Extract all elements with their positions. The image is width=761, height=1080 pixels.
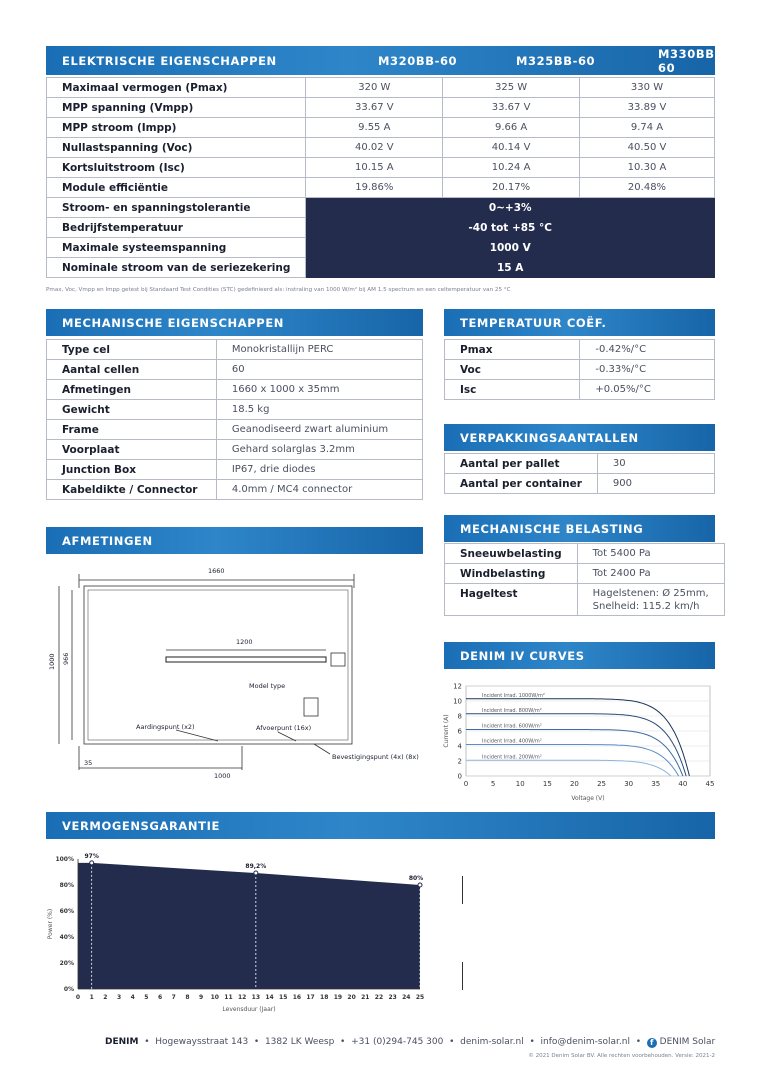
spec-value: 33.67 V [306, 98, 443, 118]
warranty-x-tick: 16 [292, 994, 302, 1001]
warranty-header [46, 812, 715, 839]
grounding-label: Aardingspunt (x2) [136, 723, 195, 731]
temperature-value: -0.42%/°C [580, 340, 715, 360]
mechanical-label: Kabeldikte / Connector [47, 480, 217, 500]
mechanical-value: 1660 x 1000 x 35mm [216, 380, 422, 400]
warranty-area [78, 863, 420, 989]
table-row [445, 584, 725, 616]
iv-x-tick: 35 [651, 780, 661, 788]
table-row [47, 360, 423, 380]
warranty-x-tick: 17 [306, 994, 315, 1001]
iv-x-tick: 5 [490, 780, 496, 788]
warranty-x-tick: 1 [89, 994, 94, 1001]
spec-label: Nullastspanning (Voc) [47, 138, 306, 158]
table-row [47, 380, 423, 400]
rail [166, 657, 326, 662]
mechanical-label: Voorplaat [47, 440, 217, 460]
dimensions-header [46, 527, 423, 554]
mechanical-value: 4.0mm / MC4 connector [216, 480, 422, 500]
electrical-header [46, 46, 720, 75]
grounding-leader [176, 730, 218, 741]
spec-value: 40.50 V [580, 138, 715, 158]
spec-value: 10.30 A [580, 158, 715, 178]
stc-note: Pmax, Voc, Vmpp en Impp getest bij Standaard Test Condities (STC) gedefinieerd als: instraling van 1000 W/m² bij AM 1.5 spectrum en een celtemperatuur van 25 °C [46, 287, 511, 293]
table-row [47, 158, 715, 178]
load-label: Sneeuwbelasting [445, 544, 578, 564]
spec-shared-value: 0~+3% [306, 198, 715, 218]
model-type-label: Model type [249, 682, 286, 690]
footer-phone[interactable]: +31 (0)294-745 300 [351, 1037, 444, 1047]
table-row [47, 118, 715, 138]
warranty-x-tick: 3 [116, 994, 122, 1001]
iv-y-tick: 2 [457, 757, 462, 766]
spec-value: 40.14 V [443, 138, 580, 158]
facebook-icon[interactable]: f [647, 1038, 657, 1048]
drain-label: Afvoerpunt (16x) [256, 724, 312, 732]
footer-email[interactable]: info@denim-solar.nl [540, 1037, 630, 1047]
divider-line [462, 876, 463, 904]
spec-value: 9.74 A [580, 118, 715, 138]
spec-shared-value: 15 A [306, 258, 715, 278]
warranty-ylabel: Power (%) [47, 908, 54, 940]
mechanical-value: 18.5 kg [216, 400, 422, 420]
warranty-annotation: 97% [84, 852, 99, 860]
warranty-x-tick: 24 [402, 994, 411, 1001]
table-row [47, 340, 423, 360]
temperature-label: Pmax [445, 340, 580, 360]
iv-legend-label: Incident Irrad. 1000W/m² [482, 692, 545, 699]
iv-y-tick: 6 [457, 727, 462, 736]
mechanical-header [46, 309, 423, 336]
spec-value: 19.86% [306, 178, 443, 198]
spec-label: Nominale stroom van de seriezekering [47, 258, 306, 278]
iv-y-tick: 4 [457, 742, 462, 751]
panel-frame [84, 586, 352, 744]
model-label-box [304, 698, 318, 716]
table-row [445, 380, 715, 400]
warranty-x-tick: 6 [157, 994, 163, 1001]
iv-header [444, 642, 715, 669]
warranty-x-tick: 5 [144, 994, 149, 1001]
packaging-value: 30 [597, 454, 714, 474]
warranty-x-tick: 25 [415, 994, 425, 1001]
table-row [445, 544, 725, 564]
warranty-y-tick: 20% [59, 960, 74, 967]
load-label: Windbelasting [445, 564, 578, 584]
spec-value: 330 W [580, 78, 715, 98]
table-row [47, 138, 715, 158]
warranty-y-tick: 100% [55, 856, 74, 863]
table-row [47, 198, 715, 218]
table-row [445, 474, 715, 494]
warranty-x-tick: 13 [251, 994, 261, 1001]
mechanical-label: Gewicht [47, 400, 217, 420]
iv-legend-label: Incident Irrad. 800W/m² [482, 707, 542, 714]
mechanical-label: Aantal cellen [47, 360, 217, 380]
iv-legend-label: Incident Irrad. 600W/m² [482, 723, 542, 730]
table-row [47, 258, 715, 278]
hail-speed: Snelheid: 115.2 km/h [592, 600, 700, 612]
load-label: Hageltest [445, 584, 578, 616]
iv-chart [440, 676, 720, 806]
iv-ylabel: Current (A) [443, 714, 450, 748]
warranty-x-tick: 12 [237, 994, 247, 1001]
footer-social[interactable]: DENIM Solar [659, 1037, 716, 1047]
mechanical-value: Monokristallijn PERC [216, 340, 422, 360]
iv-x-tick: 30 [624, 780, 634, 788]
warranty-x-tick: 8 [185, 994, 190, 1001]
depth-label: 35 [84, 759, 93, 767]
packaging-table [444, 453, 715, 494]
temperature-title: TEMPERATUUR COËF. [460, 315, 607, 330]
spec-shared-value: -40 tot +85 °C [306, 218, 715, 238]
load-title: MECHANISCHE BELASTING [460, 521, 644, 536]
warranty-x-tick: 0 [75, 994, 81, 1001]
spec-value: 325 W [443, 78, 580, 98]
junction-box [331, 653, 345, 666]
warranty-x-tick: 18 [320, 994, 329, 1001]
iv-y-tick: 0 [457, 772, 462, 781]
warranty-x-tick: 11 [224, 994, 233, 1001]
warranty-x-tick: 4 [130, 994, 135, 1001]
iv-x-tick: 25 [597, 780, 607, 788]
iv-curve-series [466, 760, 671, 776]
iv-title: DENIM IV CURVES [460, 648, 585, 663]
iv-y-tick: 10 [453, 697, 462, 706]
table-row [47, 480, 423, 500]
warranty-x-tick: 14 [265, 994, 274, 1001]
warranty-x-tick: 21 [361, 994, 370, 1001]
mechanical-label: Junction Box [47, 460, 217, 480]
iv-x-tick: 20 [569, 780, 579, 788]
spec-value: 320 W [306, 78, 443, 98]
footer-brand: DENIM [105, 1037, 139, 1047]
iv-y-tick: 8 [457, 712, 462, 721]
warranty-annotation: 89,2% [245, 863, 267, 871]
spec-label: Bedrijfstemperatuur [47, 218, 306, 238]
spec-label: Kortsluitstroom (Isc) [47, 158, 306, 178]
divider-line [462, 962, 463, 990]
spec-value: 33.89 V [580, 98, 715, 118]
warranty-x-tick: 15 [279, 994, 288, 1001]
mechanical-table [46, 339, 423, 500]
iv-x-tick: 0 [463, 780, 469, 788]
temperature-value: -0.33%/°C [580, 360, 715, 380]
packaging-label: Aantal per container [445, 474, 598, 494]
temperature-value: +0.05%/°C [580, 380, 715, 400]
electrical-title: ELEKTRISCHE EIGENSCHAPPEN [62, 53, 277, 68]
spec-label: MPP spanning (Vmpp) [47, 98, 306, 118]
table-row [47, 400, 423, 420]
footer-web[interactable]: denim-solar.nl [460, 1037, 524, 1047]
table-row [47, 420, 423, 440]
temperature-label: Voc [445, 360, 580, 380]
copyright: © 2021 Denim Solar BV. Alle rechten voorbehouden. Versie: 2021-2 [528, 1053, 715, 1059]
iv-xlabel: Voltage (V) [571, 795, 605, 802]
table-row [47, 178, 715, 198]
iv-legend-label: Incident Irrad. 400W/m² [482, 738, 542, 745]
warranty-x-tick: 19 [333, 994, 343, 1001]
table-row [445, 454, 715, 474]
spec-label: Maximaal vermogen (Pmax) [47, 78, 306, 98]
panel-inner [88, 590, 348, 740]
spec-label: MPP stroom (Impp) [47, 118, 306, 138]
footer: DENIM • Hogewaysstraat 143 • 1382 LK Weesp • +31 (0)294-745 300 • denim-solar.nl • info@denim-solar.nl • f DENIM Solar [105, 1037, 716, 1047]
mechanical-value: Gehard solarglas 3.2mm [216, 440, 422, 460]
mechanical-label: Type cel [47, 340, 217, 360]
mechanical-label: Afmetingen [47, 380, 217, 400]
table-row [445, 360, 715, 380]
packaging-title: VERPAKKINGSAANTALLEN [460, 430, 639, 445]
table-row [47, 460, 423, 480]
spec-value: 10.24 A [443, 158, 580, 178]
warranty-chart [40, 844, 440, 1024]
drain-leader [278, 732, 296, 741]
packaging-label: Aantal per pallet [445, 454, 598, 474]
spec-value: 9.66 A [443, 118, 580, 138]
table-row [47, 218, 715, 238]
warranty-x-tick: 2 [103, 994, 108, 1001]
table-row [47, 440, 423, 460]
warranty-x-tick: 9 [199, 994, 204, 1001]
warranty-annotation: 80% [408, 875, 424, 882]
warranty-xlabel: Levensduur (Jaar) [222, 1006, 276, 1013]
warranty-x-tick: 10 [210, 994, 219, 1001]
mechanical-value: IP67, drie diodes [216, 460, 422, 480]
temperature-table [444, 339, 715, 400]
iv-x-tick: 40 [678, 780, 688, 788]
mechanical-value: Geanodiseerd zwart aluminium [216, 420, 422, 440]
iv-y-tick: 12 [453, 682, 462, 691]
load-header [444, 515, 715, 542]
table-row [47, 238, 715, 258]
iv-x-tick: 10 [515, 780, 525, 788]
packaging-header [444, 424, 715, 451]
table-row [445, 564, 725, 584]
iv-legend-label: Incident Irrad. 200W/m² [482, 754, 542, 761]
iv-x-tick: 45 [705, 780, 715, 788]
warranty-point [254, 871, 258, 875]
mounting-label: Bevestigingspunt (4x) (8x) [332, 753, 419, 761]
mechanical-title: MECHANISCHE EIGENSCHAPPEN [62, 315, 285, 330]
footer-city: 1382 LK Weesp [264, 1037, 335, 1047]
height-label: 1000 [48, 653, 56, 670]
bar-label: 1200 [236, 638, 253, 646]
model-3: M330BB-60 [658, 46, 720, 75]
hail-size: Hagelstenen: Ø 25mm, [592, 587, 709, 599]
table-row [47, 98, 715, 118]
warranty-y-tick: 0% [63, 986, 74, 993]
iv-x-tick: 15 [542, 780, 552, 788]
load-value [577, 584, 724, 616]
temperature-label: Isc [445, 380, 580, 400]
electrical-table [46, 77, 715, 278]
table-row [47, 78, 715, 98]
bottom-label: 1000 [214, 772, 231, 780]
warranty-y-tick: 80% [59, 882, 74, 889]
warranty-point [418, 883, 422, 887]
inner-height-label: 966 [62, 652, 70, 665]
load-value: Tot 2400 Pa [577, 564, 724, 584]
iv-curve-series [466, 730, 683, 777]
warranty-y-tick: 40% [59, 934, 74, 941]
spec-shared-value: 1000 V [306, 238, 715, 258]
load-value: Tot 5400 Pa [577, 544, 724, 564]
dimensions-title: AFMETINGEN [62, 533, 153, 548]
model-2: M325BB-60 [516, 53, 596, 68]
table-row [445, 340, 715, 360]
dimensions-drawing [46, 560, 426, 790]
spec-value: 33.67 V [443, 98, 580, 118]
warranty-x-tick: 7 [171, 994, 176, 1001]
warranty-title: VERMOGENSGARANTIE [62, 818, 220, 833]
load-table [444, 543, 725, 616]
mechanical-label: Frame [47, 420, 217, 440]
spec-value: 40.02 V [306, 138, 443, 158]
spec-value: 20.17% [443, 178, 580, 198]
spec-value: 20.48% [580, 178, 715, 198]
packaging-value: 900 [597, 474, 714, 494]
warranty-x-tick: 23 [388, 994, 397, 1001]
spec-label: Module efficiëntie [47, 178, 306, 198]
spec-value: 10.15 A [306, 158, 443, 178]
mechanical-value: 60 [216, 360, 422, 380]
mounting-leader [314, 744, 330, 754]
warranty-point [90, 861, 94, 865]
width-label: 1660 [208, 567, 225, 575]
footer-address: Hogewaysstraat 143 [155, 1037, 249, 1047]
warranty-x-tick: 20 [347, 994, 356, 1001]
warranty-x-tick: 22 [374, 994, 384, 1001]
spec-label: Stroom- en spanningstolerantie [47, 198, 306, 218]
spec-value: 9.55 A [306, 118, 443, 138]
spec-label: Maximale systeemspanning [47, 238, 306, 258]
model-1: M320BB-60 [378, 53, 458, 68]
temperature-header [444, 309, 715, 336]
warranty-y-tick: 60% [59, 908, 74, 915]
